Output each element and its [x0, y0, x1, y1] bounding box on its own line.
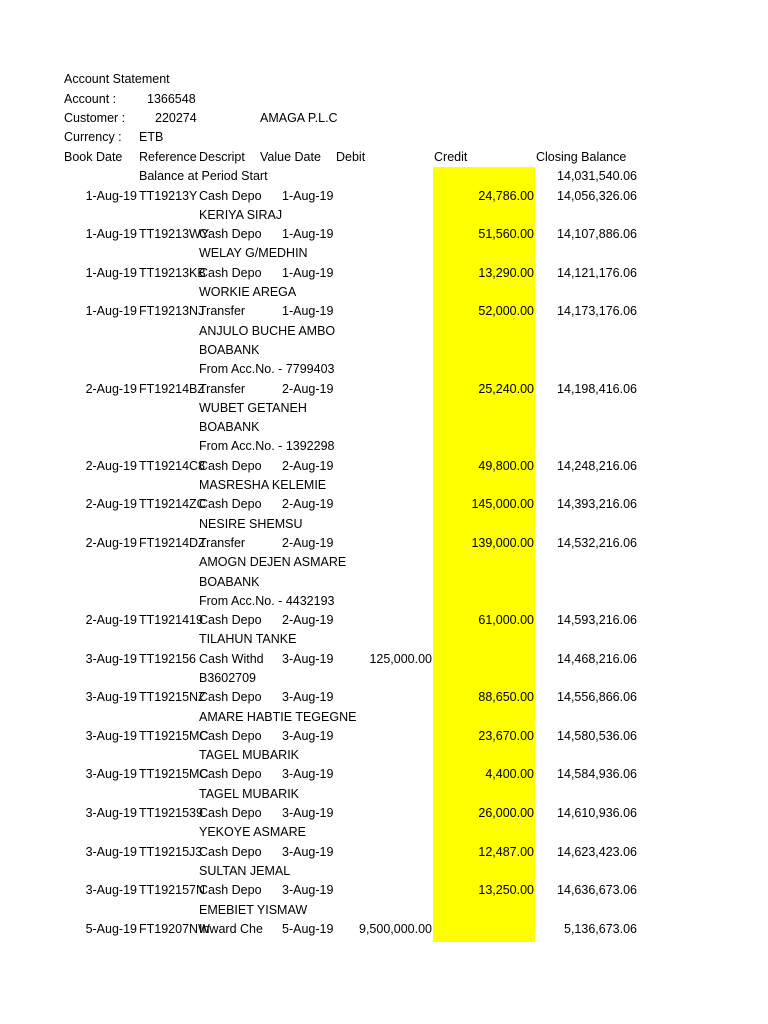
row-reference: TT19213KB [139, 266, 206, 280]
row-closing-balance: 14,198,416.06 [557, 382, 637, 396]
customer-name: AMAGA P.L.C [260, 111, 338, 125]
currency-value: ETB [139, 130, 164, 144]
row-value-date: 3-Aug-19 [282, 883, 334, 897]
row-credit: 51,560.00 [478, 227, 534, 241]
row-detail-line: From Acc.No. - 4432193 [199, 594, 335, 608]
row-closing-balance: 14,636,673.06 [557, 883, 637, 897]
row-description: Cash Depo [199, 806, 262, 820]
row-reference: TT19215MC [139, 729, 209, 743]
row-description: Inward Che [199, 922, 263, 936]
row-book-date: 2-Aug-19 [85, 497, 137, 511]
row-closing-balance: 14,584,936.06 [557, 767, 637, 781]
row-detail-line: AMOGN DEJEN ASMARE [199, 555, 347, 569]
row-credit: 26,000.00 [478, 806, 534, 820]
row-credit: 49,800.00 [478, 459, 534, 473]
row-detail-line: KERIYA SIRAJ [199, 208, 283, 222]
row-closing-balance: 5,136,673.06 [564, 922, 637, 936]
row-detail-line: EMEBIET YISMAW [199, 903, 308, 917]
row-description: Cash Depo [199, 767, 262, 781]
row-closing-balance: 14,532,216.06 [557, 536, 637, 550]
row-debit: 125,000.00 [369, 652, 432, 666]
row-description: Cash Depo [199, 845, 262, 859]
row-description: Cash Depo [199, 189, 262, 203]
row-credit: 145,000.00 [471, 497, 534, 511]
row-value-date: 3-Aug-19 [282, 652, 334, 666]
customer-value: 220274 [155, 111, 197, 125]
row-value-date: 1-Aug-19 [282, 304, 334, 318]
row-credit: 52,000.00 [478, 304, 534, 318]
row-value-date: 2-Aug-19 [282, 536, 334, 550]
row-description: Cash Depo [199, 459, 262, 473]
row-value-date: 1-Aug-19 [282, 227, 334, 241]
row-detail-line: TAGEL MUBARIK [199, 748, 300, 762]
row-closing-balance: 14,556,866.06 [557, 690, 637, 704]
row-book-date: 3-Aug-19 [85, 690, 137, 704]
row-book-date: 2-Aug-19 [85, 382, 137, 396]
row-book-date: 5-Aug-19 [85, 922, 137, 936]
row-detail-line: BOABANK [199, 420, 260, 434]
row-book-date: 3-Aug-19 [85, 883, 137, 897]
account-value: 1366548 [147, 92, 196, 106]
row-book-date: 1-Aug-19 [85, 227, 137, 241]
row-book-date: 3-Aug-19 [85, 767, 137, 781]
column-header-description: Descript [199, 150, 245, 164]
row-detail-line: BOABANK [199, 343, 260, 357]
row-description: Cash Depo [199, 613, 262, 627]
opening-balance-value: 14,031,540.06 [557, 169, 637, 183]
row-credit: 24,786.00 [478, 189, 534, 203]
row-value-date: 3-Aug-19 [282, 690, 334, 704]
row-credit: 23,670.00 [478, 729, 534, 743]
row-detail-line: YEKOYE ASMARE [199, 825, 306, 839]
row-reference: FT19214DZ [139, 536, 206, 550]
row-credit: 25,240.00 [478, 382, 534, 396]
row-book-date: 1-Aug-19 [85, 189, 137, 203]
row-credit: 13,290.00 [478, 266, 534, 280]
row-reference: TT1921539 [139, 806, 203, 820]
customer-label: Customer : [64, 111, 126, 125]
row-description: Cash Depo [199, 266, 262, 280]
row-value-date: 5-Aug-19 [282, 922, 334, 936]
row-description: Transfer [199, 304, 246, 318]
column-header-book-date: Book Date [64, 150, 123, 164]
row-detail-line: TILAHUN TANKE [199, 632, 297, 646]
row-detail-line: MASRESHA KELEMIE [199, 478, 327, 492]
row-value-date: 2-Aug-19 [282, 459, 334, 473]
row-description: Cash Depo [199, 729, 262, 743]
row-credit: 4,400.00 [485, 767, 534, 781]
row-book-date: 3-Aug-19 [85, 652, 137, 666]
row-detail-line: SULTAN JEMAL [199, 864, 291, 878]
row-value-date: 2-Aug-19 [282, 497, 334, 511]
column-header-reference: Reference [139, 150, 197, 164]
row-detail-line: NESIRE SHEMSU [199, 517, 303, 531]
row-reference: TT192157N [139, 883, 206, 897]
row-reference: TT192156 [139, 652, 196, 666]
row-detail-line: BOABANK [199, 575, 260, 589]
row-closing-balance: 14,580,536.06 [557, 729, 637, 743]
row-detail-line: WUBET GETANEH [199, 401, 307, 415]
row-closing-balance: 14,393,216.06 [557, 497, 637, 511]
currency-label: Currency : [64, 130, 122, 144]
row-closing-balance: 14,121,176.06 [557, 266, 637, 280]
statement-title: Account Statement [64, 72, 170, 86]
row-value-date: 2-Aug-19 [282, 613, 334, 627]
row-reference: TT19214ZC [139, 497, 206, 511]
row-detail-line: WORKIE AREGA [199, 285, 297, 299]
row-value-date: 1-Aug-19 [282, 189, 334, 203]
row-closing-balance: 14,468,216.06 [557, 652, 637, 666]
row-reference: TT19215J3 [139, 845, 203, 859]
row-book-date: 3-Aug-19 [85, 729, 137, 743]
row-book-date: 1-Aug-19 [85, 304, 137, 318]
row-reference: TT1921419 [139, 613, 203, 627]
row-credit: 12,487.00 [478, 845, 534, 859]
row-reference: TT19213Y [139, 189, 198, 203]
row-value-date: 3-Aug-19 [282, 806, 334, 820]
row-credit: 139,000.00 [471, 536, 534, 550]
row-book-date: 1-Aug-19 [85, 266, 137, 280]
row-book-date: 2-Aug-19 [85, 613, 137, 627]
row-closing-balance: 14,610,936.06 [557, 806, 637, 820]
opening-balance-label: Balance at Period Start [139, 169, 268, 183]
row-description: Cash Depo [199, 690, 262, 704]
row-reference: FT19214BZ [139, 382, 206, 396]
row-description: Transfer [199, 382, 246, 396]
row-value-date: 3-Aug-19 [282, 729, 334, 743]
row-reference: FT19213NJ [139, 304, 205, 318]
row-closing-balance: 14,056,326.06 [557, 189, 637, 203]
account-label: Account : [64, 92, 117, 106]
row-detail-line: WELAY G/MEDHIN [199, 246, 308, 260]
row-credit: 88,650.00 [478, 690, 534, 704]
row-credit: 61,000.00 [478, 613, 534, 627]
column-header-credit: Credit [434, 150, 468, 164]
column-header-value-date: Value Date [260, 150, 321, 164]
row-reference: TT19213WY [139, 227, 210, 241]
row-reference: TT19215NZ [139, 690, 206, 704]
row-value-date: 2-Aug-19 [282, 382, 334, 396]
row-closing-balance: 14,593,216.06 [557, 613, 637, 627]
row-closing-balance: 14,107,886.06 [557, 227, 637, 241]
row-closing-balance: 14,248,216.06 [557, 459, 637, 473]
row-reference: TT19214C8 [139, 459, 206, 473]
row-description: Transfer [199, 536, 246, 550]
column-header-debit: Debit [336, 150, 366, 164]
row-description: Cash Withd [199, 652, 264, 666]
row-value-date: 3-Aug-19 [282, 767, 334, 781]
credit-column-highlight [433, 167, 535, 942]
row-book-date: 2-Aug-19 [85, 459, 137, 473]
row-detail-line: From Acc.No. - 7799403 [199, 362, 335, 376]
row-debit: 9,500,000.00 [359, 922, 432, 936]
row-description: Cash Depo [199, 227, 262, 241]
row-reference: TT19215MC [139, 767, 209, 781]
row-book-date: 3-Aug-19 [85, 845, 137, 859]
row-book-date: 3-Aug-19 [85, 806, 137, 820]
row-detail-line: TAGEL MUBARIK [199, 787, 300, 801]
row-detail-line: B3602709 [199, 671, 257, 685]
row-value-date: 1-Aug-19 [282, 266, 334, 280]
row-value-date: 3-Aug-19 [282, 845, 334, 859]
row-closing-balance: 14,173,176.06 [557, 304, 637, 318]
row-book-date: 2-Aug-19 [85, 536, 137, 550]
row-reference: FT19207NW [139, 922, 210, 936]
column-header-closing-balance: Closing Balance [536, 150, 627, 164]
row-description: Cash Depo [199, 883, 262, 897]
row-detail-line: From Acc.No. - 1392298 [199, 439, 335, 453]
row-description: Cash Depo [199, 497, 262, 511]
row-closing-balance: 14,623,423.06 [557, 845, 637, 859]
row-detail-line: ANJULO BUCHE AMBO [199, 324, 336, 338]
row-credit: 13,250.00 [478, 883, 534, 897]
row-detail-line: AMARE HABTIE TEGEGNE [199, 710, 357, 724]
